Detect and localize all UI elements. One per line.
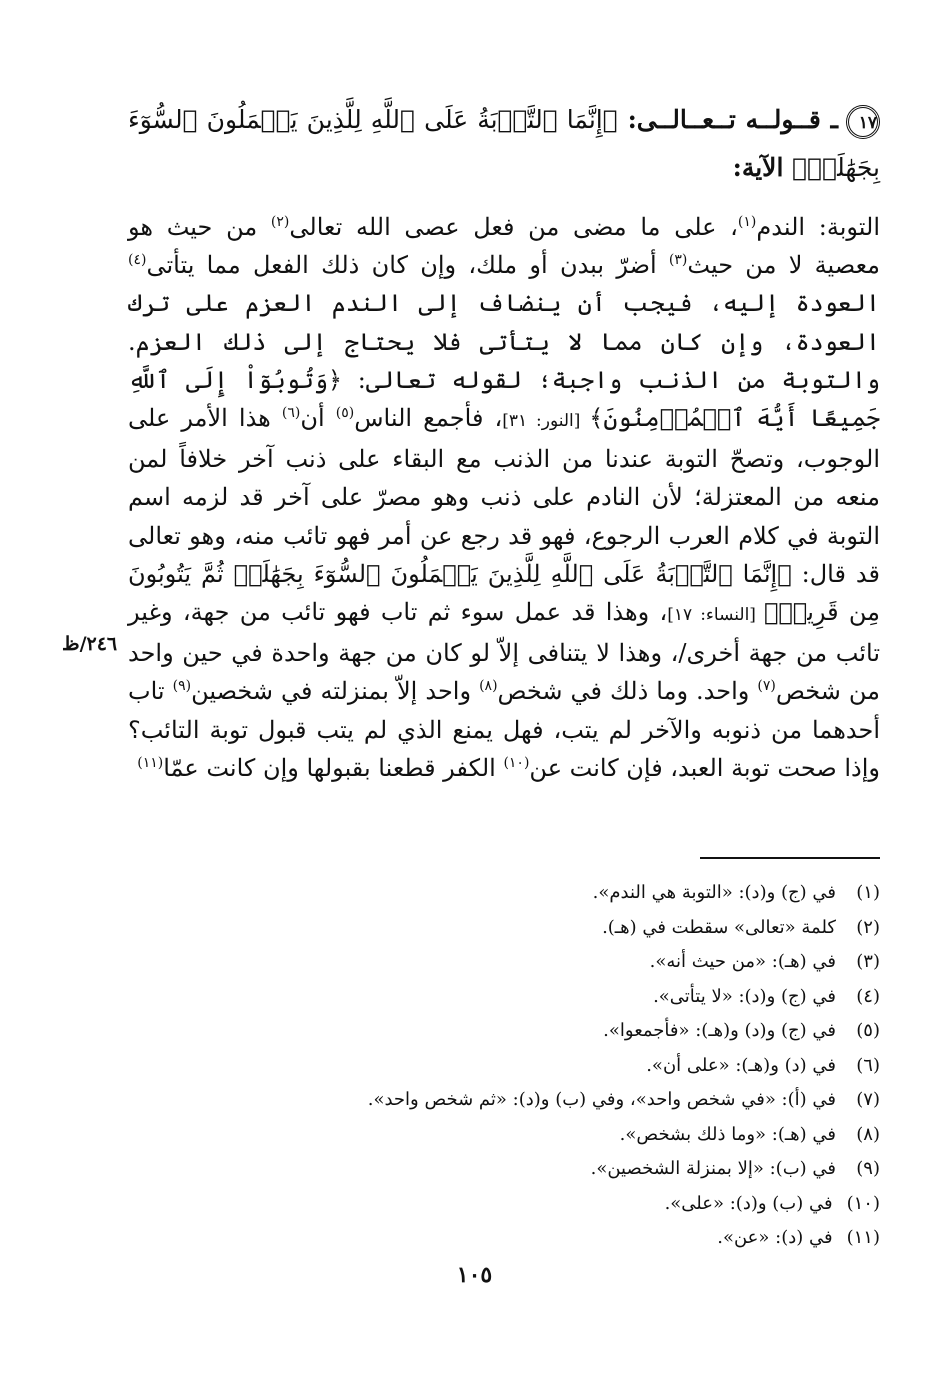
footnote-ref: (١٠) [503,754,530,771]
footnote-number: (٤) [856,985,880,1007]
footnote-ref: (١) [737,214,757,230]
body-segment: الكفر قطعنا بقبولها وإن كانت عمّا [163,753,504,782]
footnote-item [200,1014,880,1049]
footnote-number: (١٠) [846,1192,880,1214]
body-segment: من حيث هو معصية لا من حيث [128,213,881,280]
body-segment: ، فأجمع الناس [354,404,503,433]
quran-quote: ﴿وَتُوبُوٓاْ إِلَى ٱللَّهِ جَمِيعًا أَيُّهَ ٱلۡمُؤۡمِنُونَ﴾ [128,365,881,433]
footnote-ref: (٢) [270,214,290,230]
footnote-number: (٥) [856,1020,880,1041]
body-segment: أن [300,404,336,433]
body-segment: واحد. وما ذلك في شخص [497,677,758,706]
footnote-text: في (ج) و(د): «التوبة هي الندم». [592,882,836,903]
heading-verse: ﴿إِنَّمَا ٱلتَّوۡبَةُ عَلَى ٱللَّهِ لِلَّذِينَ يَعۡمَلُونَ ٱلسُّوٓءَ بِجَهَٰلَةٖ﴾ [128,105,880,182]
quran-quote: ﴿إِنَّمَا ٱلتَّوۡبَةُ عَلَى ٱللَّهِ لِلَّذِينَ يَعۡمَلُونَ ٱلسُّوٓءَ بِجَهَٰلَةٖ ثُمَّ يَتُوبُونَ مِن قَرِيبٖ﴾ [128,559,880,627]
footnote-text: كلمة «تعالى» سقطت في (هـ). [602,916,836,938]
footnote-item [200,1049,880,1084]
footnote-number: (٦) [856,1054,880,1076]
footnote-text: في (ب): «إلا بمنزلة الشخصين». [590,1158,836,1179]
body-segment: ، وهذا قد عمل سوء ثم تاب فهو تائب من جهة، وغير تائب من جهة أخرى/، وهذا لا يتنافى إلاّ لو كان من جهة واحدة في حين واحد من شخص [128,598,881,706]
footnote-text: في (د) و(هـ): «على أن». [646,1054,836,1076]
footnote-ref: (٨) [479,678,498,695]
footnote-text: في (ب) و(د): «على». [664,1192,833,1214]
footnote-number: (٨) [856,1123,880,1145]
footnote-text: في (ج) و(د) و(هـ): «فأجمعوا». [603,1020,836,1041]
footnote-text: في (هـ): «من حيث أنه». [649,951,836,972]
body-paragraph [128,208,880,787]
footnote-number: (٢) [856,916,880,938]
heading-suffix: الآية: [732,153,793,182]
footnote-item [200,1152,880,1187]
footnote-number: (٧) [856,1089,880,1110]
footnote-item [200,1118,880,1153]
footnote-ref: (٤) [128,252,147,269]
footnote-text: في (هـ): «وما ذلك بشخص». [619,1123,836,1145]
footnote-item [200,1187,880,1222]
section-heading [128,96,880,192]
footnote-item [200,911,880,946]
body-segment: ، على ما مضى من فعل عصى الله تعالى [289,213,738,241]
footnote-text: في (د): «عن». [717,1227,833,1248]
footnote-number: (٣) [856,951,880,972]
heading-prefix: ـ قــولــه تــعــالــى: [617,105,838,134]
footnote-text: في (ج) و(د): «لا يتأتى». [653,985,836,1007]
body-segment: تاب أحدهما من ذنوبه والآخر لم يتب، فهل يمنع الذي لم يتب قبول توبة التائب؟ وإذا صحت توبة العبد، فإن كانت عن [128,677,880,782]
footnote-ref: (٥) [335,405,355,422]
body-segment: هذا الأمر على الوجوب، وتصحّ التوبة عندنا من الذنب مع البقاء على ذنب آخر خلافاً لمن منعه من المعتزلة؛ لأن النادم على ذنب وهو مصرّ على آخر قد لزمه اسم التوبة في كلام العرب الرجوع، فهو قد رجع عن أمر فهو تائب منه، وهو تعالى قد قال: [128,404,880,588]
footnote-ref: (١١) [137,754,164,771]
footnote-number: (٩) [856,1158,880,1179]
body-segment: التوبة: الندم [756,213,881,241]
footnote-ref: (٣) [668,252,688,269]
footnote-ref: (٧) [757,678,776,695]
footnote-ref: (٦) [281,405,301,422]
footnote-item [200,1083,880,1118]
footnote-item [200,945,880,980]
page-number: ١٠٥ [456,1262,493,1288]
footnote-ref: (٩) [172,678,192,695]
verse-number-badge: ١٧ [846,105,880,139]
body-segment: أضرّ ببدن أو ملك، وإن كان ذلك الفعل مما يتأتى [146,251,669,280]
footnotes-list [200,876,880,1256]
footnote-number: (١١) [846,1227,880,1248]
footnote-item [200,876,880,911]
footnote-text: في (أ): «في شخص واحد»، وفي (ب) و(د): «ثم شخص واحد». [367,1089,836,1110]
body-segment: واحد إلاّ بمنزلته في شخصين [191,677,480,706]
quran-citation: [النساء: ١٧] [667,605,764,626]
footnote-item [200,1221,880,1256]
body-segment: العودة إليه، فيجب أن ينضاف إلى الندم العزم على ترك العودة، وإن كان مما لا يتأتى فلا يحتاج إلى ذلك العزم. والتوبة من الذنب واجبة؛ لقوله تعالى: [128,289,880,394]
manuscript-folio-marker: ٢٤٦/ظ [62,633,118,655]
footnote-number: (١) [856,882,880,903]
footnote-divider [700,857,880,859]
footnote-item [200,980,880,1015]
quran-citation: [النور: ٣١] [502,411,590,432]
